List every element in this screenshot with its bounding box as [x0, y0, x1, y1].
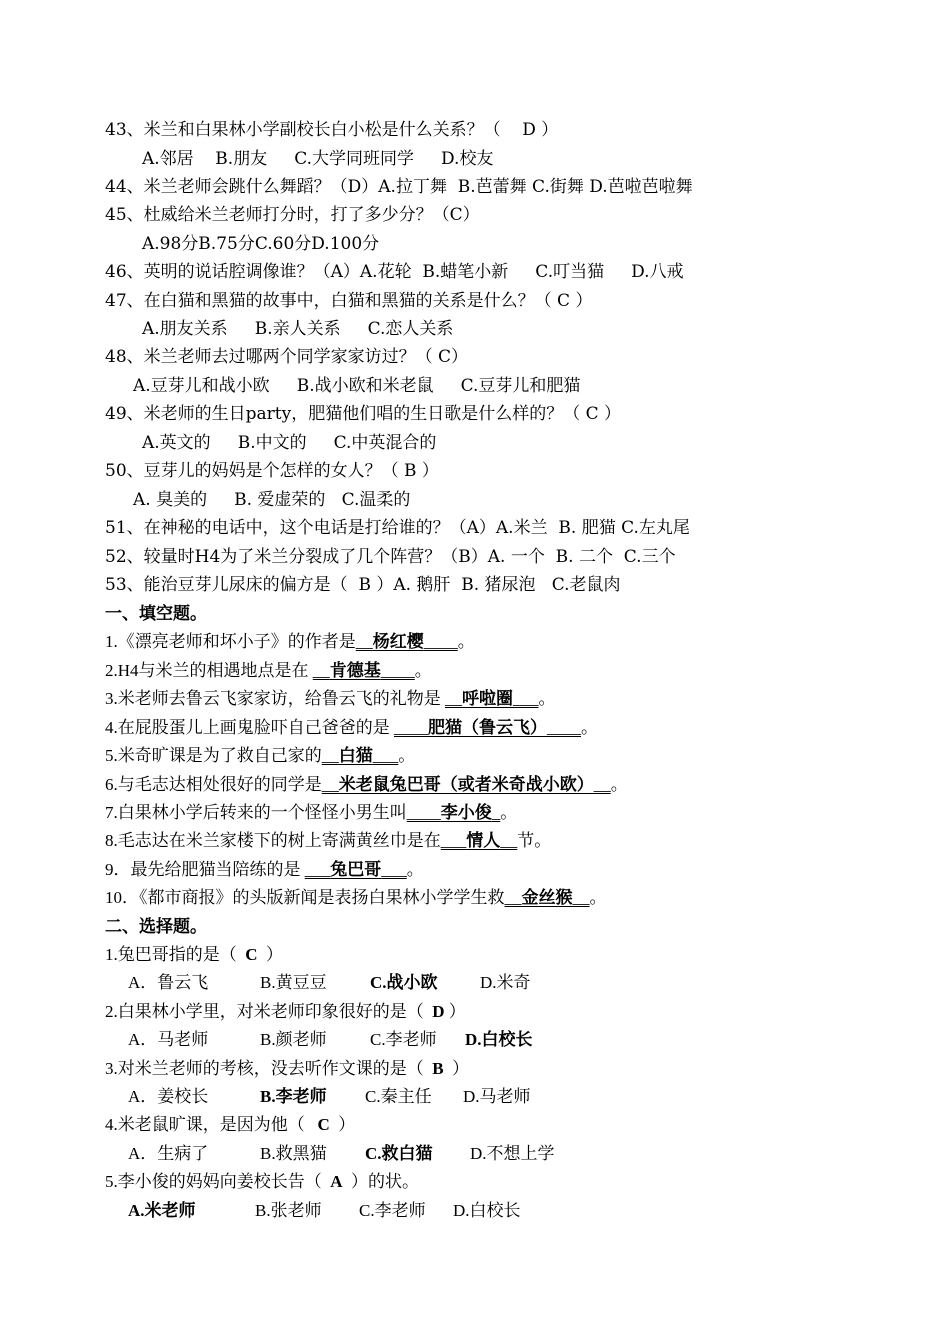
option-b: B.黄豆豆 — [260, 973, 327, 992]
choice-options — [128, 1086, 531, 1108]
question-48-options: A.豆芽儿和战小欧 B.战小欧和米老鼠 C.豆芽儿和肥猫 — [133, 376, 581, 396]
option-b: B.救黑猫 — [260, 1144, 327, 1163]
option-b: B.张老师 — [255, 1201, 322, 1220]
fill-blank-item: 9．最先给肥猫当陪练的是 ___兔巴哥___。 — [105, 860, 424, 879]
option-a: A．生病了 — [128, 1144, 209, 1163]
answer-blank: __杨红樱____ — [355, 632, 458, 651]
option-d: D.米奇 — [480, 973, 531, 992]
fill-blank-item: 4.在屁股蛋儿上画鬼脸吓自己爸爸的是 ____肥猫（鲁云飞）____。 — [105, 718, 598, 737]
question-46: 46、英明的说话腔调像谁？（A）A.花轮 B.蜡笔小新 C.叮当猫 D.八戒 — [105, 262, 684, 282]
choice-question: 2.白果林小学里，对米老师印象很好的是（ D ） — [105, 1002, 466, 1021]
section-title-fill-blank: 一、填空题。 — [105, 604, 207, 624]
option-d: D.不想上学 — [470, 1144, 555, 1163]
question-50: 50、豆芽儿的妈妈是个怎样的女人？（ B ） — [105, 461, 439, 481]
answer-blank: ___情人__ — [440, 831, 518, 850]
answer-blank: __金丝猴__ — [504, 888, 590, 907]
option-c: C.李老师 — [370, 1030, 437, 1049]
fill-blank-item: 6.与毛志达相处很好的同学是__米老鼠兔巴哥（或者米奇战小欧）__。 — [105, 775, 628, 794]
answer-letter: D — [432, 1002, 445, 1021]
option-b: B.李老师 — [260, 1087, 327, 1106]
option-c: C.秦主任 — [365, 1087, 432, 1106]
option-b: B.颜老师 — [260, 1030, 327, 1049]
option-c: C.李老师 — [359, 1201, 426, 1220]
option-d: D.马老师 — [463, 1087, 531, 1106]
question-45: 45、杜威给米兰老师打分时，打了多少分？（C） — [105, 205, 480, 225]
question-49-options: A.英文的 B.中文的 C.中英混合的 — [142, 433, 437, 453]
option-c: C.战小欧 — [370, 973, 438, 992]
answer-letter: A — [330, 1172, 343, 1191]
fill-blank-item: 8.毛志达在米兰家楼下的树上寄满黄丝巾是在___情人__节。 — [105, 831, 552, 850]
option-a: A．姜校长 — [128, 1087, 209, 1106]
choice-question: 5.李小俊的妈妈向姜校长告（ A ）的状。 — [105, 1172, 420, 1191]
option-a: A．马老师 — [128, 1030, 209, 1049]
question-45-options: A.98分B.75分C.60分D.100分 — [142, 234, 380, 254]
answer-blank: ____肥猫（鲁云飞）____ — [394, 718, 581, 737]
fill-blank-item: 10．《都市商报》的头版新闻是表扬白果林小学学生救__金丝猴__。 — [105, 888, 607, 907]
question-48: 48、米兰老师去过哪两个同学家家访过？（ C） — [105, 347, 469, 367]
answer-blank: __肯德基____ — [312, 661, 415, 680]
choice-question: 1.兔巴哥指的是（ C ） — [105, 945, 284, 964]
option-c: C.救白猫 — [365, 1144, 433, 1163]
question-44: 44、米兰老师会跳什么舞蹈？（D）A.拉丁舞 B.芭蕾舞 C.街舞 D.芭啦芭啦舞 — [105, 177, 693, 197]
question-43-options: A.邻居 B.朋友 C.大学同班同学 D.校友 — [142, 149, 494, 169]
option-d: D.白校长 — [465, 1030, 533, 1049]
choice-options — [128, 972, 531, 994]
question-51: 51、在神秘的电话中，这个电话是打给谁的？（A）A.米兰 B. 肥猫 C.左丸尾 — [105, 518, 690, 538]
question-47-options: A.朋友关系 B.亲人关系 C.恋人关系 — [142, 319, 454, 339]
question-47: 47、在白猫和黑猫的故事中，白猫和黑猫的关系是什么？（ C ） — [105, 291, 593, 311]
answer-letter: B — [432, 1059, 444, 1078]
fill-blank-item: 5.米奇旷课是为了救自己家的__白猫___。 — [105, 746, 416, 765]
question-50-options: A. 臭美的 B. 爱虚荣的 C.温柔的 — [133, 490, 411, 510]
choice-options — [128, 1200, 521, 1222]
option-d: D.白校长 — [453, 1201, 521, 1220]
question-49: 49、米老师的生日party，肥猫他们唱的生日歌是什么样的？（ C ） — [105, 404, 622, 424]
fill-blank-item: 2.H4与米兰的相遇地点是在 __肯德基____。 — [105, 661, 432, 680]
fill-blank-item: 7.白果林小学后转来的一个怪怪小男生叫____李小俊_。 — [105, 803, 518, 822]
answer-blank: __米老鼠兔巴哥（或者米奇战小欧）__ — [321, 775, 611, 794]
answer-blank: __白猫___ — [321, 746, 399, 765]
option-a: A．鲁云飞 — [128, 973, 209, 992]
fill-blank-item: 3.米老师去鲁云飞家家访，给鲁云飞的礼物是 __呼啦圈___。 — [105, 689, 556, 708]
choice-options — [128, 1029, 533, 1051]
answer-blank: ___兔巴哥___ — [304, 860, 407, 879]
answer-blank: __呼啦圈___ — [445, 689, 539, 708]
answer-letter: C — [245, 945, 258, 964]
question-53: 53、能治豆芽儿尿床的偏方是（ B ）A. 鹅肝 B. 猪尿泡 C.老鼠肉 — [105, 575, 621, 595]
fill-blank-item: 1.《漂亮老师和坏小子》的作者是__杨红樱____。 — [105, 632, 475, 651]
answer-blank: ____李小俊_ — [406, 803, 501, 822]
section-title-choice: 二、选择题。 — [105, 917, 207, 937]
choice-question: 4.米老鼠旷课，是因为他（ C ） — [105, 1115, 356, 1134]
option-a: A.米老师 — [128, 1201, 196, 1220]
question-43: 43、米兰和白果林小学副校长白小松是什么关系？（ D ） — [105, 120, 559, 140]
question-52: 52、较量时H4为了米兰分裂成了几个阵营？（B）A. 一个 B. 二个 C.三个 — [105, 547, 676, 567]
choice-question: 3.对米兰老师的考核，没去听作文课的是（ B ） — [105, 1059, 470, 1078]
answer-letter: C — [317, 1115, 330, 1134]
choice-options — [128, 1143, 555, 1165]
